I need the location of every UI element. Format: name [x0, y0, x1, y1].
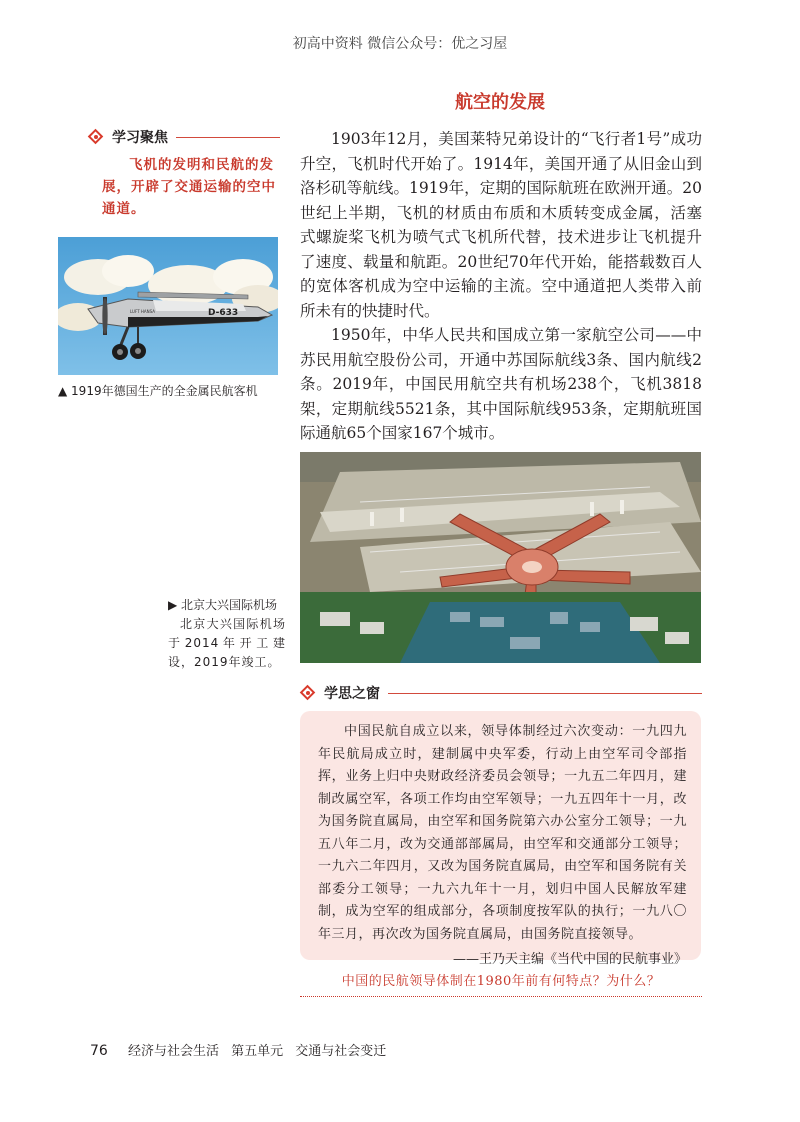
- registration-mark: D-633: [208, 308, 239, 318]
- think-text: 中国民航自成立以来，领导体制经过六次变动：一九四九年民航局成立时，建制属中央军委，行动上由空军司令部指挥，业务上归中央财政经济委员会领导；一九五二年四月，建制改属空军，各项工作均由空军领导；一九五四年十一月，改为国务院直属局，由空军和国务院第六办公室分工领导；一九五八年二月，改为交通部部属局，由空军和交通部分工领导；一九六二年四月，又改为国务院直属局，由空军和国务院有关部委分工领导；一九六九年十一月，划归中国人民解放军建制，成为空军的组成部分，各项制度按军队的执行；一九八〇年三月，再次改为国务院直属局，由国务院直接领导。: [318, 724, 687, 942]
- unit-title: 交通与社会变迁: [295, 1044, 387, 1059]
- think-divider: [388, 693, 702, 694]
- page-number: 76: [90, 1043, 108, 1059]
- focus-text: 飞机的发明和民航的发展，开辟了交通运输的空中通道。: [102, 157, 276, 217]
- unit-label: 第五单元: [231, 1044, 284, 1059]
- airliner-illustration: [58, 237, 278, 375]
- think-question: 中国的民航领导体制在1980年前有何特点？为什么？: [341, 974, 661, 989]
- think-source: ——王乃天主编《当代中国的民航事业》: [452, 952, 687, 967]
- book-title: 经济与社会生活: [127, 1044, 219, 1059]
- think-label: 学思之窗: [324, 686, 380, 702]
- header-note: 初高中资料 微信公众号：优之习屋: [292, 36, 508, 52]
- airport-caption-title: ▶ 北京大兴国际机场: [168, 598, 278, 612]
- airport-caption: [168, 596, 286, 672]
- diamond-icon: [88, 129, 104, 145]
- main-text: [300, 127, 702, 446]
- page-footer: [90, 1040, 386, 1059]
- think-box: [300, 711, 701, 967]
- vintage-airliner-photo: [58, 237, 278, 375]
- airport-aerial-illustration: [300, 452, 701, 663]
- question-divider: [300, 996, 702, 997]
- focus-label: 学习聚焦: [112, 130, 168, 146]
- nose-lettering: LUFT HANSA: [130, 309, 155, 314]
- airliner-caption: ▲ 1919年德国生产的全金属民航客机: [58, 384, 258, 398]
- focus-header: [88, 127, 280, 147]
- think-header: [300, 683, 702, 703]
- lesson-title: 航空的发展: [455, 92, 545, 113]
- diamond-icon: [300, 685, 316, 701]
- paragraph-1: 1903年12月，美国莱特兄弟设计的“飞行者1号”成功升空，飞机时代开始了。1914年，美国开通了从旧金山到洛杉矶等航线。1919年，定期的国际航班在欧洲开通。20世纪上半期，飞机的材质由布质和木质转变成金属，活塞式螺旋桨飞机为喷气式飞机所代替，技术进步让飞机提升了速度、载量和航距。20世纪70年代开始，能搭载数百人的宽体客机成为空中运输的主流。空中通道把人类带入前所未有的快捷时代。: [300, 130, 702, 320]
- focus-divider: [176, 137, 280, 138]
- paragraph-2: 1950年，中华人民共和国成立第一家航空公司——中苏民用航空股份公司，开通中苏国际航线3条、国内航线2条。2019年，中国民用航空共有机场238个，飞机3818架，定期航线5521条，其中国际航线953条，定期航班国际通航65个国家167个城市。: [300, 326, 702, 442]
- airport-caption-desc: 北京大兴国际机场于2014年开工建设，2019年竣工。: [168, 617, 286, 669]
- daxing-airport-photo: [300, 452, 701, 663]
